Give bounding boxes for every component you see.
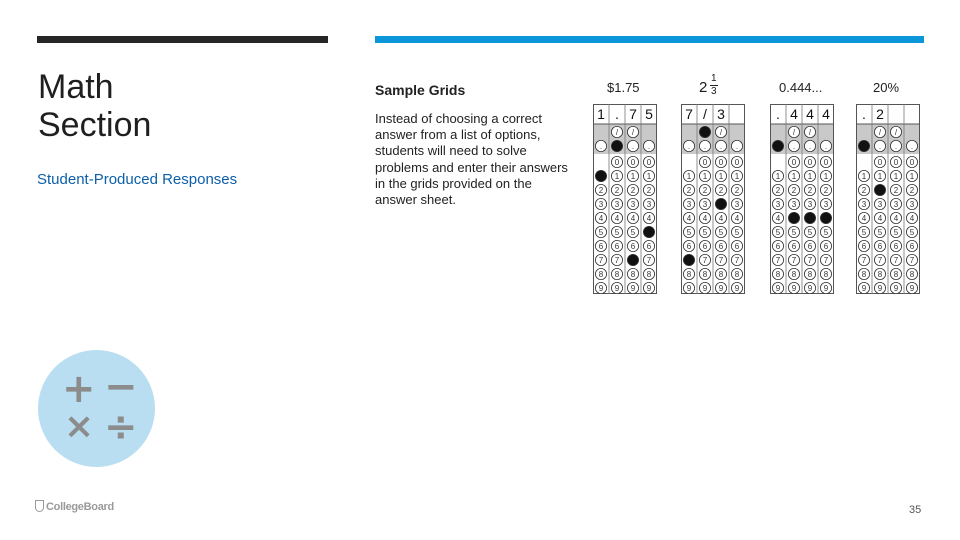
grid-entry-digit: 7 <box>629 106 637 122</box>
grid-entry-digit: . <box>615 106 619 122</box>
grid-bubble-label: 6 <box>823 242 829 251</box>
answer-grid-2 <box>681 104 745 294</box>
grid-bubble-label: 3 <box>775 200 781 209</box>
grid-bubble-label: 0 <box>807 158 813 167</box>
grid-bubble-label: 7 <box>909 256 915 265</box>
grid-bubble-label: / <box>878 128 882 137</box>
grid-bubble-label: 8 <box>734 270 740 279</box>
grid-bubble-label: 9 <box>893 284 899 293</box>
grid-bubble-label: 5 <box>686 228 692 237</box>
grid-bubble-label: . <box>631 142 635 151</box>
grid-bubble-label: 2 <box>791 186 797 195</box>
grid-bubble-label: 7 <box>702 256 708 265</box>
grid-bubble-label: 2 <box>630 186 636 195</box>
grid-bubble-label: 7 <box>646 256 652 265</box>
grid-bubble-label: 8 <box>646 270 652 279</box>
grid-bubble-label: . <box>735 142 739 151</box>
grid-bubble-label: 1 <box>909 172 915 181</box>
grid-bubble-label: 8 <box>909 270 915 279</box>
grid-bubble-label: 4 <box>734 214 740 223</box>
grid-label-mixed-fraction <box>699 73 729 99</box>
grid-bubble-label: 4 <box>909 214 915 223</box>
grid-bubble-label: 4 <box>614 214 620 223</box>
grid-entry-digit: 7 <box>685 106 693 122</box>
grid-entry-digit: . <box>776 106 780 122</box>
page-number: 35 <box>909 504 922 516</box>
sample-grids-heading: Sample Grids <box>375 82 466 98</box>
left-accent-bar <box>37 36 328 43</box>
grid-svg <box>770 104 834 294</box>
grid-bubble-label: 5 <box>877 228 883 237</box>
grid-entry-digit: 4 <box>822 106 830 122</box>
grid-bubble-filled <box>715 198 726 209</box>
grid-bubble-label: 6 <box>702 242 708 251</box>
grid-bubble-label: 7 <box>877 256 883 265</box>
grid-bubble-label: 9 <box>909 284 915 293</box>
grid-bubble-label: 0 <box>646 158 652 167</box>
grid-bubble-label: . <box>910 142 914 151</box>
grid-bubble-label: 0 <box>877 158 883 167</box>
grid-bubble-label: 9 <box>598 284 604 293</box>
acorn-icon <box>35 500 44 512</box>
grid-bubble-label: 2 <box>893 186 899 195</box>
grid-label-percent: 20% <box>873 80 900 95</box>
grid-bubble-label: 3 <box>598 200 604 209</box>
grid-bubble-label: 0 <box>702 158 708 167</box>
grid-bubble-label: 7 <box>823 256 829 265</box>
grid-bubble-label: 3 <box>630 200 636 209</box>
grid-bubble-label: . <box>878 142 882 151</box>
grid-bubble-label: 4 <box>702 214 708 223</box>
minus-icon: − <box>104 364 138 410</box>
grid-bubble-filled <box>858 140 869 151</box>
grid-svg <box>681 104 745 294</box>
grid-bubble-label: 7 <box>807 256 813 265</box>
grid-bubble-label: 8 <box>775 270 781 279</box>
grid-label-dollar: $1.75 <box>607 80 640 95</box>
grid-bubble-label: 7 <box>791 256 797 265</box>
grid-bubble-label: 9 <box>775 284 781 293</box>
grid-bubble-label: 9 <box>791 284 797 293</box>
grid-bubble-filled <box>643 226 654 237</box>
grid-bubble-filled <box>820 212 831 223</box>
grid-bubble-label: 8 <box>877 270 883 279</box>
grid-bubble-filled <box>683 254 694 265</box>
grid-bubble-label: . <box>687 142 691 151</box>
grid-entry-digit: 1 <box>597 106 605 122</box>
grid-bubble-label: 9 <box>718 284 724 293</box>
grid-bubble-label: 3 <box>893 200 899 209</box>
grid-bubble-filled <box>627 254 638 265</box>
grid-bubble-label: 4 <box>861 214 867 223</box>
answer-grid-1 <box>593 104 657 294</box>
grid-bubble-filled <box>699 126 710 137</box>
grid-bubble-label: 6 <box>775 242 781 251</box>
logo-text: CollegeBoard <box>46 501 114 513</box>
grid-bubble-label: 1 <box>630 172 636 181</box>
title-line-1: Math <box>38 68 114 106</box>
grid-bubble-label: 4 <box>893 214 899 223</box>
grid-bubble-label: 5 <box>734 228 740 237</box>
grid-bubble-label: 5 <box>909 228 915 237</box>
grid-bubble-label: 6 <box>686 242 692 251</box>
grid-bubble-label: 6 <box>734 242 740 251</box>
grid-bubble-label: 6 <box>718 242 724 251</box>
grid-bubble-filled <box>595 170 606 181</box>
grid-bubble-label: 2 <box>646 186 652 195</box>
divide-icon: ÷ <box>104 404 138 450</box>
grid-bubble-label: 0 <box>718 158 724 167</box>
grid-bubble-label: 9 <box>686 284 692 293</box>
grid-bubble-label: / <box>615 128 619 137</box>
grid-bubble-label: . <box>894 142 898 151</box>
grid-bubble-label: 5 <box>598 228 604 237</box>
grid-bubble-label: 6 <box>861 242 867 251</box>
grid-bubble-label: 6 <box>646 242 652 251</box>
grid-entry-digit: / <box>703 106 707 122</box>
collegeboard-logo <box>35 500 114 518</box>
answer-grid-4 <box>856 104 920 294</box>
grid-bubble-label: 8 <box>893 270 899 279</box>
grid-bubble-label: 6 <box>614 242 620 251</box>
grid-bubble-label: 2 <box>775 186 781 195</box>
grid-bubble-label: 1 <box>718 172 724 181</box>
grid-bubble-label: 5 <box>775 228 781 237</box>
grid-bubble-label: 6 <box>807 242 813 251</box>
grid-bubble-label: 0 <box>823 158 829 167</box>
grid-bubble-label: 2 <box>861 186 867 195</box>
grid-bubble-label: . <box>792 142 796 151</box>
grid-bubble-label: / <box>719 128 723 137</box>
grid-bubble-label: 4 <box>598 214 604 223</box>
grid-bubble-label: 2 <box>734 186 740 195</box>
grid-bubble-label: . <box>808 142 812 151</box>
grid-bubble-label: 5 <box>861 228 867 237</box>
grid-bubble-label: 2 <box>823 186 829 195</box>
grid-bubble-label: 2 <box>909 186 915 195</box>
answer-grid-3 <box>770 104 834 294</box>
grid-bubble-label: . <box>703 142 707 151</box>
grid-bubble-label: . <box>719 142 723 151</box>
grid-entry-digit: 3 <box>717 106 725 122</box>
grid-bubble-label: 7 <box>775 256 781 265</box>
grid-bubble-label: 5 <box>614 228 620 237</box>
grid-svg <box>856 104 920 294</box>
grid-bubble-label: 3 <box>614 200 620 209</box>
slide-subtitle: Student-Produced Responses <box>37 171 238 188</box>
grid-bubble-label: 5 <box>893 228 899 237</box>
grid-bubble-label: 3 <box>909 200 915 209</box>
grid-bubble-label: 3 <box>686 200 692 209</box>
grid-bubble-label: 6 <box>893 242 899 251</box>
grid-bubble-label: 1 <box>702 172 708 181</box>
grid-bubble-label: 2 <box>614 186 620 195</box>
grid-bubble-label: 3 <box>734 200 740 209</box>
grid-bubble-label: 8 <box>686 270 692 279</box>
grid-bubble-label: 0 <box>909 158 915 167</box>
grid-bubble-filled <box>788 212 799 223</box>
grid-bubble-label: 0 <box>630 158 636 167</box>
grid-bubble-label: 9 <box>734 284 740 293</box>
grid-bubble-label: 3 <box>702 200 708 209</box>
grid-bubble-label: 5 <box>630 228 636 237</box>
grid-bubble-label: 2 <box>807 186 813 195</box>
grid-bubble-label: 3 <box>646 200 652 209</box>
grid-bubble-label: . <box>824 142 828 151</box>
grid-bubble-label: 9 <box>630 284 636 293</box>
grid-bubble-label: 5 <box>718 228 724 237</box>
grid-bubble-label: 7 <box>861 256 867 265</box>
grid-bubble-label: 5 <box>823 228 829 237</box>
sample-grids-description: Instead of choosing a correct answer from a list of options, students will need to solve problems and enter their answers in the grids provided on the answer sheet. <box>375 111 568 208</box>
title-line-2: Section <box>38 106 152 144</box>
fraction-numerator: 1 <box>711 73 717 84</box>
grid-bubble-label: / <box>808 128 812 137</box>
grid-bubble-label: . <box>599 142 603 151</box>
grid-bubble-label: 3 <box>807 200 813 209</box>
fraction-denominator: 3 <box>711 86 717 97</box>
grid-bubble-label: 7 <box>734 256 740 265</box>
grid-bubble-filled <box>772 140 783 151</box>
grid-bubble-label: 4 <box>775 214 781 223</box>
grid-bubble-label: 1 <box>893 172 899 181</box>
grid-bubble-label: 6 <box>791 242 797 251</box>
grid-bubble-label: 4 <box>646 214 652 223</box>
grid-bubble-label: 4 <box>686 214 692 223</box>
grid-bubble-label: 8 <box>823 270 829 279</box>
grid-svg <box>593 104 657 294</box>
grid-bubble-label: 9 <box>614 284 620 293</box>
grid-bubble-label: 5 <box>702 228 708 237</box>
grid-bubble-label: 9 <box>877 284 883 293</box>
grid-bubble-label: 6 <box>598 242 604 251</box>
grid-bubble-label: 2 <box>598 186 604 195</box>
grid-bubble-label: 1 <box>614 172 620 181</box>
grid-bubble-label: 4 <box>877 214 883 223</box>
grid-bubble-label: 9 <box>823 284 829 293</box>
times-icon: × <box>64 406 95 447</box>
grid-bubble-label: 0 <box>614 158 620 167</box>
plus-icon: + <box>62 366 96 412</box>
grid-entry-digit: 5 <box>645 106 653 122</box>
slide-title <box>38 68 151 144</box>
grid-bubble-label: 4 <box>630 214 636 223</box>
grid-bubble-label: 8 <box>807 270 813 279</box>
grid-bubble-label: 3 <box>861 200 867 209</box>
grid-bubble-label: 3 <box>823 200 829 209</box>
grid-bubble-label: 8 <box>702 270 708 279</box>
grid-bubble-label: 1 <box>775 172 781 181</box>
grid-bubble-label: 8 <box>861 270 867 279</box>
grid-bubble-label: 9 <box>861 284 867 293</box>
grid-entry-digit: 4 <box>790 106 798 122</box>
grid-bubble-label: 5 <box>791 228 797 237</box>
grid-bubble-label: 3 <box>877 200 883 209</box>
grid-bubble-label: 1 <box>646 172 652 181</box>
grid-bubble-label: / <box>631 128 635 137</box>
grid-bubble-label: 1 <box>791 172 797 181</box>
grid-entry-digit: 4 <box>806 106 814 122</box>
grid-bubble-label: 2 <box>718 186 724 195</box>
math-operations-icon <box>38 350 155 467</box>
grid-bubble-label: 5 <box>807 228 813 237</box>
grid-bubble-label: 7 <box>893 256 899 265</box>
grid-bubble-filled <box>611 140 622 151</box>
grid-bubble-label: / <box>792 128 796 137</box>
grid-bubble-label: 1 <box>823 172 829 181</box>
grid-bubble-label: 1 <box>807 172 813 181</box>
grid-bubble-filled <box>804 212 815 223</box>
grid-bubble-label: / <box>894 128 898 137</box>
grid-bubble-label: 6 <box>877 242 883 251</box>
grid-bubble-label: 2 <box>702 186 708 195</box>
right-accent-bar <box>375 36 924 43</box>
fraction-whole: 2 <box>699 79 708 96</box>
grid-bubble-label: 1 <box>686 172 692 181</box>
grid-label-decimal: 0.444... <box>779 80 823 95</box>
grid-bubble-label: 7 <box>614 256 620 265</box>
grid-bubble-label: 6 <box>909 242 915 251</box>
grid-bubble-label: 6 <box>630 242 636 251</box>
grid-bubble-label: 3 <box>791 200 797 209</box>
grid-bubble-label: 9 <box>646 284 652 293</box>
grid-bubble-label: 8 <box>791 270 797 279</box>
grid-bubble-label: 0 <box>734 158 740 167</box>
grid-bubble-label: 8 <box>630 270 636 279</box>
grid-bubble-label: . <box>647 142 651 151</box>
grid-bubble-label: 9 <box>702 284 708 293</box>
grid-bubble-label: 1 <box>734 172 740 181</box>
grid-bubble-filled <box>874 184 885 195</box>
grid-bubble-label: 7 <box>598 256 604 265</box>
grid-bubble-label: 0 <box>791 158 797 167</box>
grid-entry-digit: . <box>862 106 866 122</box>
grid-bubble-label: 4 <box>718 214 724 223</box>
grid-bubble-label: 0 <box>893 158 899 167</box>
grid-entry-digit: 2 <box>876 106 884 122</box>
grid-bubble-label: 2 <box>686 186 692 195</box>
grid-bubble-label: 8 <box>718 270 724 279</box>
grid-bubble-label: 1 <box>877 172 883 181</box>
grid-bubble-label: 7 <box>718 256 724 265</box>
grid-bubble-label: 9 <box>807 284 813 293</box>
grid-bubble-label: 1 <box>861 172 867 181</box>
grid-bubble-label: 8 <box>598 270 604 279</box>
grid-bubble-label: 8 <box>614 270 620 279</box>
